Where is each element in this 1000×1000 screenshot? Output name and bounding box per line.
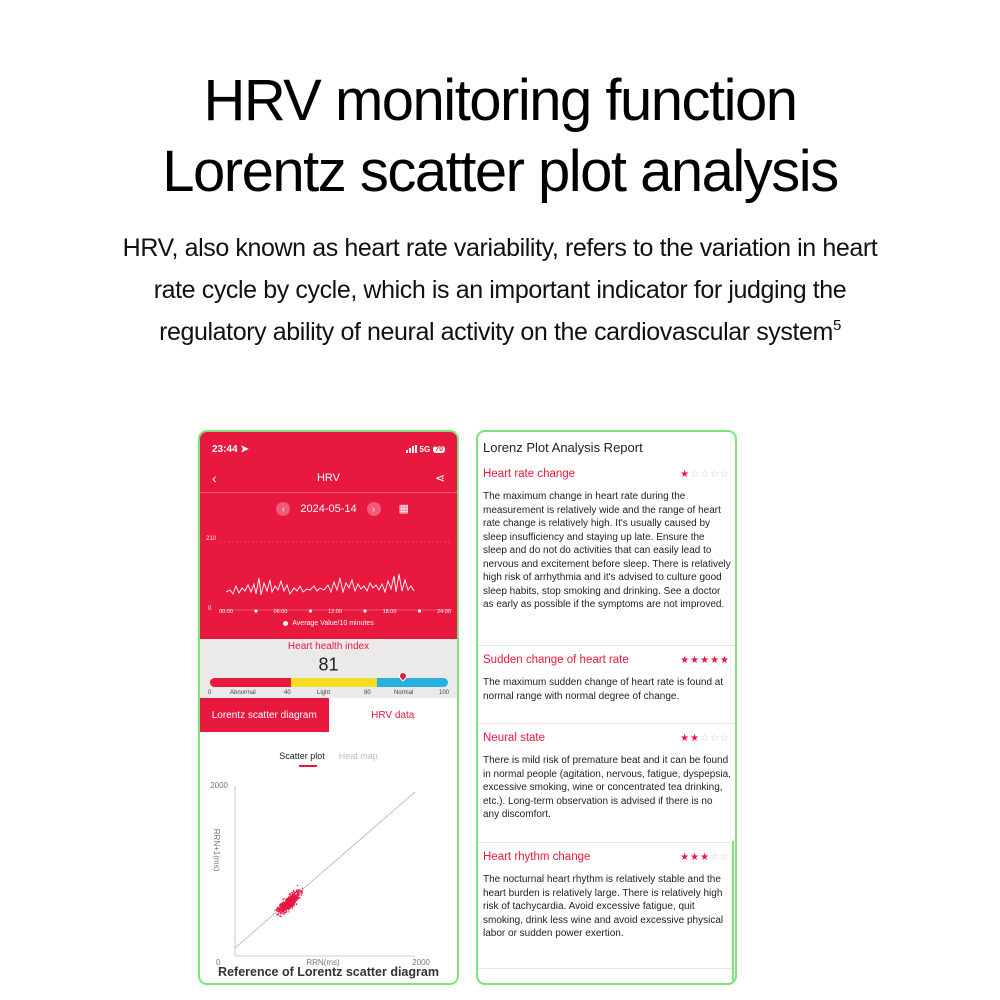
report-section (478, 460, 735, 646)
scatter-point (299, 897, 300, 898)
scale-label: 80 (364, 690, 371, 696)
star-icon: ☆ (710, 732, 720, 744)
star-rating (680, 733, 729, 744)
x-tick-label: 06:00 (273, 609, 288, 615)
scatter-point (296, 889, 297, 890)
status-bar (212, 442, 445, 456)
legend-dot (283, 621, 288, 626)
star-rating (680, 469, 729, 480)
reference-diagonal-line (235, 792, 415, 948)
star-icon: ★ (710, 654, 720, 666)
tab-heat-map[interactable]: Heat map (338, 751, 378, 761)
scatter-point (293, 901, 294, 902)
date-selector (200, 501, 457, 517)
scatter-point (301, 895, 302, 896)
figure-caption: Reference of Lorentz scatter diagram (218, 965, 439, 979)
star-icon: ☆ (710, 468, 720, 480)
abnormal-segment (210, 678, 291, 687)
scatter-point (294, 902, 295, 903)
description (100, 227, 900, 353)
scatter-point (283, 906, 284, 907)
next-date-button[interactable]: › (367, 502, 381, 516)
share-icon[interactable]: ⋖ (434, 471, 445, 485)
x-tick-dot (418, 609, 421, 612)
scatter-point (284, 913, 285, 914)
scatter-point (288, 905, 289, 906)
scatter-point (295, 892, 296, 893)
x-tick-dot (363, 609, 366, 612)
scatter-point (296, 903, 297, 904)
scatter-point (278, 907, 279, 908)
star-icon: ☆ (700, 468, 710, 480)
scatter-point (294, 905, 295, 906)
scatter-point (289, 893, 290, 894)
scatter-point (292, 906, 293, 907)
scatter-point (286, 905, 287, 906)
x-tick-label: 12:00 (328, 609, 342, 615)
star-icon: ★ (690, 851, 700, 863)
scatter-point (293, 902, 294, 903)
scatter-point (280, 916, 281, 917)
star-icon: ★ (680, 654, 690, 666)
plot-type-tabs (200, 751, 457, 761)
scatter-point (285, 902, 286, 903)
headline-line-2: Lorentz scatter plot analysis (162, 139, 838, 204)
report-section (478, 646, 735, 724)
x-tick-label: 0 (216, 958, 221, 967)
star-icon: ☆ (720, 851, 729, 863)
scatter-point (287, 906, 288, 907)
section-text: The maximum change in heart rate during the measurement is relatively wide and the range of heart rate change is relatively high. It's usually caused by sleep insufficiency and staying up late. Ensure the sleep and do not do activities that can easily lead to nervous and excitement before sleep. There is relatively high risk of arrhythmia and it's advised to culture good sleep habits, stop smoking and drinking. See a doctor as early as possible if the symptoms are not improved. (483, 491, 731, 610)
scatter-point (286, 911, 287, 912)
scatter-point (291, 902, 292, 903)
report-section (478, 724, 735, 843)
legend-label: Average Value/10 minutes (292, 620, 374, 627)
analysis-report-panel (476, 430, 737, 985)
phone-screenshot (198, 430, 459, 985)
scatter-point (289, 894, 290, 895)
scatter-point (287, 900, 288, 901)
star-rating (680, 852, 729, 863)
x-tick-label: 2000 (412, 958, 430, 967)
scatter-point (289, 905, 290, 906)
scale-label: Normal (394, 690, 414, 696)
star-icon: ☆ (710, 851, 720, 863)
status-time: 23:44 ➤ (212, 443, 249, 455)
nav-title: HRV (316, 472, 341, 484)
scatter-point (284, 903, 285, 904)
section-text: The maximum sudden change of heart rate is found at normal range with normal degree of change. (483, 677, 724, 702)
scatter-point (277, 911, 278, 912)
scatter-point (290, 901, 291, 902)
star-icon: ☆ (720, 468, 729, 480)
x-tick-label: 24:00 (437, 609, 451, 615)
scatter-point (281, 907, 282, 908)
lorentz-scatter-chart (200, 778, 457, 968)
calendar-icon[interactable]: ▦ (398, 503, 409, 515)
scatter-point (291, 892, 292, 893)
scatter-point (294, 894, 295, 895)
health-index-label: Heart health index (287, 641, 370, 652)
hrv-series-line (226, 574, 414, 595)
star-icon: ★ (720, 654, 729, 666)
scatter-point (297, 895, 298, 896)
scatter-point (276, 909, 277, 910)
section-heading: Sudden change of heart rate (483, 654, 629, 666)
star-icon: ☆ (700, 732, 710, 744)
scatter-point (294, 897, 295, 898)
scatter-point (277, 908, 278, 909)
tab-scatter-plot[interactable]: Scatter plot (279, 751, 325, 761)
scatter-point (284, 907, 285, 908)
star-icon: ☆ (690, 468, 700, 480)
headline-line-1: HRV monitoring function (203, 68, 797, 133)
nav-bar (200, 468, 457, 488)
view-tabs (200, 698, 457, 732)
scatter-point (290, 896, 291, 897)
scatter-point (280, 912, 281, 913)
scatter-point (282, 903, 283, 904)
scatter-point (299, 893, 300, 894)
scatter-point (281, 908, 282, 909)
scatter-point (290, 906, 291, 907)
scatter-point (286, 902, 287, 903)
section-text: There is mild risk of premature beat and it can be found in normal people (agitation, nervous, fatigue, dyspepsia, excessive smoking, wine or concentrated tea drinking, etc.). Long-term observation is advised if there is no any discomfort. (483, 755, 731, 820)
scatter-point (302, 890, 303, 891)
chart-legend (200, 620, 457, 627)
scatter-points (274, 885, 303, 917)
scatter-point (279, 910, 280, 911)
scatter-point (288, 902, 289, 903)
divider (200, 492, 457, 493)
selected-date: 2024-05-14 (300, 503, 357, 515)
normal-segment (377, 678, 448, 687)
report-title: Lorenz Plot Analysis Report (483, 440, 643, 455)
health-index-bar (210, 678, 448, 687)
y-tick-min: 0 (208, 606, 212, 612)
star-icon: ★ (680, 851, 690, 863)
y-axis-label: RRN+1(ms) (212, 828, 221, 872)
tab-hrv-data[interactable]: HRV data (329, 698, 458, 732)
scatter-point (297, 898, 298, 899)
scatter-point (288, 897, 289, 898)
scatter-point (300, 893, 301, 894)
scatter-point (297, 885, 298, 886)
x-tick-label: 18:00 (382, 609, 397, 615)
x-tick-dot (309, 609, 312, 612)
scatter-point (293, 896, 294, 897)
star-rating (680, 655, 729, 666)
scatter-point (280, 909, 281, 910)
scrollbar[interactable] (732, 841, 734, 981)
scatter-point (297, 894, 298, 895)
scatter-point (280, 905, 281, 906)
star-icon: ☆ (720, 732, 729, 744)
section-text: The nocturnal heart rhythm is relatively stable and the heart burden is relatively large. There is relatively high risk of tachycardia. Avoid excessive fatigue, quit smoking, drink less wine and avoid excessive physical labor or sudden power exertion. (483, 874, 724, 939)
scatter-point (288, 901, 289, 902)
scale-label: Abnormal (230, 690, 256, 696)
star-icon: ★ (700, 654, 710, 666)
scatter-point (283, 913, 284, 914)
scatter-point (301, 890, 302, 891)
scale-label: 100 (439, 690, 450, 696)
scatter-point (302, 888, 303, 889)
footnote-marker: 5 (832, 317, 841, 334)
section-heading: Heart rhythm change (483, 851, 591, 863)
location-arrow-icon: ➤ (240, 443, 249, 455)
x-tick-dot (254, 609, 257, 612)
hrv-header-panel (200, 432, 457, 639)
previous-date-button[interactable]: ‹ (276, 502, 290, 516)
y-tick-label: 2000 (210, 781, 228, 790)
scatter-point (284, 912, 285, 913)
scatter-point (281, 910, 282, 911)
report-section (478, 843, 735, 969)
star-icon: ★ (680, 732, 690, 744)
scatter-point (274, 910, 275, 911)
scatter-point (293, 893, 294, 894)
scatter-point (292, 899, 293, 900)
y-tick-max: 210 (206, 536, 217, 542)
scale-label: Light (317, 690, 331, 696)
scatter-point (288, 911, 289, 912)
scatter-point (282, 899, 283, 900)
description-text: HRV, also known as heart rate variability, refers to the variation in heart rate cycle by cycle, which is an important indicator for judging the regulatory ability of neural activity on the cardiovascular system (122, 234, 878, 346)
scatter-point (277, 914, 278, 915)
light-segment (291, 678, 377, 687)
section-heading: Neural state (483, 732, 546, 744)
scatter-point (294, 898, 295, 899)
scatter-point (293, 891, 294, 892)
scatter-point (290, 897, 291, 898)
back-arrow-icon[interactable]: ‹ (212, 470, 217, 486)
scatter-point (301, 892, 302, 893)
star-icon: ★ (690, 654, 700, 666)
scatter-point (298, 895, 299, 896)
scale-label: 0 (208, 690, 212, 696)
x-axis-label: RRN(ms) (306, 958, 340, 967)
signal-icon (406, 445, 417, 453)
star-icon: ★ (700, 851, 710, 863)
scatter-point (279, 908, 280, 909)
scatter-point (297, 891, 298, 892)
section-heading: Heart rate change (483, 468, 576, 480)
star-icon: ★ (690, 732, 700, 744)
scatter-point (288, 908, 289, 909)
x-tick-label: 00:00 (219, 609, 233, 615)
scale-label: 40 (284, 690, 291, 696)
scatter-point (290, 908, 291, 909)
scatter-point (283, 910, 284, 911)
network-label: 5G (419, 444, 431, 454)
scatter-point (297, 892, 298, 893)
hrv-line-chart (200, 528, 457, 620)
scatter-point (298, 889, 299, 890)
scatter-point (291, 894, 292, 895)
health-index-value: 81 (318, 653, 339, 675)
tab-lorentz-scatter[interactable]: Lorentz scatter diagram (200, 698, 329, 732)
battery-icon: 70 (435, 445, 443, 453)
star-icon: ★ (680, 468, 690, 480)
scatter-point (283, 898, 284, 899)
